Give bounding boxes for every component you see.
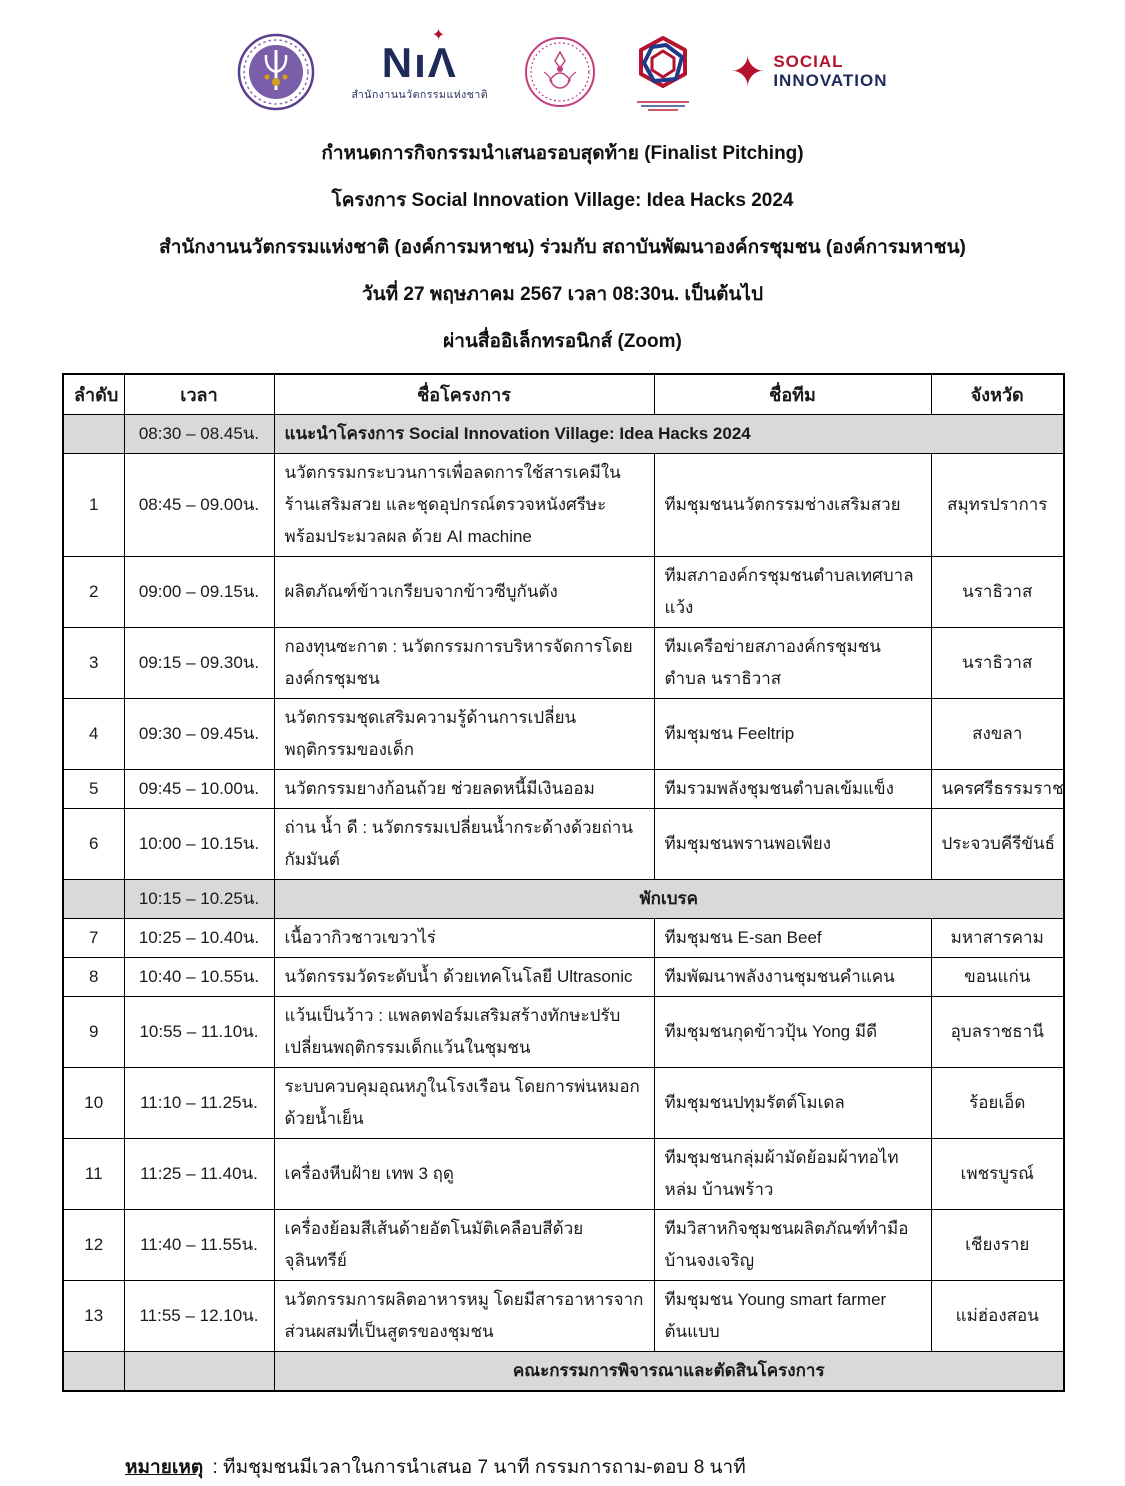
row-province: นราธิวาส <box>931 627 1064 698</box>
header-time: เวลา <box>124 374 274 414</box>
row-team: ทีมชุมชน Feeltrip <box>654 698 931 769</box>
logo-strip <box>0 26 1125 114</box>
row-order: 7 <box>63 918 124 957</box>
row-team: ทีมชุมชนปทุมรัตต์โมเดล <box>654 1067 931 1138</box>
row-order: 10 <box>63 1067 124 1138</box>
section-row <box>63 879 1064 918</box>
row-province: สงขลา <box>931 698 1064 769</box>
row-order <box>63 1351 124 1391</box>
table-row <box>63 1067 1064 1138</box>
row-project: นวัตกรรมชุดเสริมความรู้ด้านการเปลี่ยนพฤติกรรมของเด็ก <box>274 698 654 769</box>
row-order: 2 <box>63 556 124 627</box>
footnote-label: หมายเหตุ <box>125 1456 204 1478</box>
header-province: จังหวัด <box>931 374 1064 414</box>
university-seal-icon <box>237 33 315 111</box>
row-province: นราธิวาส <box>931 556 1064 627</box>
footnote <box>125 1452 1125 1482</box>
date-time-line: วันที่ 27 พฤษภาคม 2567 เวลา 08:30น. เป็นต้นไป <box>361 284 764 305</box>
row-time: 09:30 – 09.45น. <box>124 698 274 769</box>
row-team: ทีมชุมชน E-san Beef <box>654 918 931 957</box>
table-row <box>63 957 1064 996</box>
header-project-name: ชื่อโครงการ <box>274 374 654 414</box>
row-time: 10:15 – 10.25น. <box>124 879 274 918</box>
table-row <box>63 1280 1064 1351</box>
document-page <box>0 26 1125 1486</box>
row-order: 6 <box>63 808 124 879</box>
row-team: ทีมชุมชนนวัตกรรมช่างเสริมสวย <box>654 453 931 556</box>
table-header-row <box>63 374 1064 414</box>
row-time: 08:45 – 09.00น. <box>124 453 274 556</box>
row-order: 3 <box>63 627 124 698</box>
row-order <box>63 414 124 453</box>
social-label: SOCIAL <box>773 52 844 72</box>
table-row <box>63 769 1064 808</box>
row-project: เครื่องหีบฝ้าย เทพ 3 ฤดู <box>274 1138 654 1209</box>
row-province: ร้อยเอ็ด <box>931 1067 1064 1138</box>
table-row <box>63 808 1064 879</box>
row-team: ทีมพัฒนาพลังงานชุมชนคำแคน <box>654 957 931 996</box>
tricolor-hexagon-logo <box>632 33 694 111</box>
row-province: แม่ฮ่องสอน <box>931 1280 1064 1351</box>
section-row <box>63 414 1064 453</box>
row-project: นวัตกรรมกระบวนการเพื่อลดการใช้สารเคมีในร้านเสริมสวย และชุดอุปกรณ์ตรวจหนังศรีษะพร้อมประมวลผล ด้วย AI machine <box>274 453 654 556</box>
row-province: เพชรบูรณ์ <box>931 1138 1064 1209</box>
row-order: 9 <box>63 996 124 1067</box>
nia-star-icon: ✦ <box>431 26 448 44</box>
social-innovation-logo <box>730 48 888 95</box>
row-province: อุบลราชธานี <box>931 996 1064 1067</box>
row-province: สมุทรปราการ <box>931 453 1064 556</box>
table-row <box>63 1209 1064 1280</box>
university-seal-logo <box>237 33 315 111</box>
row-time: 08:30 – 08.45น. <box>124 414 274 453</box>
footnote-text: : ทีมชุมชนมีเวลาในการนำเสนอ 7 นาที กรรมการถาม-ตอบ 8 นาที <box>212 1456 746 1478</box>
row-order: 5 <box>63 769 124 808</box>
row-time: 11:55 – 12.10น. <box>124 1280 274 1351</box>
row-province: นครศรีธรรมราช <box>931 769 1064 808</box>
nia-logo <box>351 26 489 103</box>
ministry-seal-logo <box>524 36 596 108</box>
table-row <box>63 918 1064 957</box>
row-team: ทีมชุมชน Young smart farmer ต้นแบบ <box>654 1280 931 1351</box>
table-row <box>63 453 1064 556</box>
row-order: 8 <box>63 957 124 996</box>
row-order: 1 <box>63 453 124 556</box>
title-block <box>0 138 1125 356</box>
row-project: กองทุนซะกาต : นวัตกรรมการบริหารจัดการโดยองค์กรชุมชน <box>274 627 654 698</box>
row-province: ประจวบคีรีขันธ์ <box>931 808 1064 879</box>
nia-caption: สำนักงานนวัตกรรมแห่งชาติ <box>351 88 489 101</box>
header-order: ลำดับ <box>63 374 124 414</box>
hexagon-caption-lines <box>637 101 689 111</box>
section-row <box>63 1351 1064 1391</box>
row-time: 11:40 – 11.55น. <box>124 1209 274 1280</box>
row-team: ทีมเครือข่ายสภาองค์กรชุมชนตำบล นราธิวาส <box>654 627 931 698</box>
row-project: ถ่าน น้ำ ดี : นวัตกรรมเปลี่ยนน้ำกระด้างด้วยถ่านกัมมันต์ <box>274 808 654 879</box>
row-time: 09:45 – 10.00น. <box>124 769 274 808</box>
row-team: ทีมชุมชนกุดข้าวปุ้น Yong มีดี <box>654 996 931 1067</box>
row-order: 12 <box>63 1209 124 1280</box>
header-team-name: ชื่อทีม <box>654 374 931 414</box>
innovation-label: INNOVATION <box>773 71 888 90</box>
row-team: ทีมสภาองค์กรชุมชนตำบลเทศบาลแว้ง <box>654 556 931 627</box>
row-project: นวัตกรรมยางก้อนถ้วย ช่วยลดหนี้มีเงินออม <box>274 769 654 808</box>
row-time: 09:15 – 09.30น. <box>124 627 274 698</box>
row-order <box>63 879 124 918</box>
section-label: คณะกรรมการพิจารณาและตัดสินโครงการ <box>274 1351 1064 1391</box>
row-time: 11:10 – 11.25น. <box>124 1067 274 1138</box>
row-time: 09:00 – 09.15น. <box>124 556 274 627</box>
row-time: 10:00 – 10.15น. <box>124 808 274 879</box>
row-order: 11 <box>63 1138 124 1209</box>
section-label: พักเบรค <box>274 879 1064 918</box>
table-row <box>63 627 1064 698</box>
row-project: ระบบควบคุมอุณหภูในโรงเรือน โดยการพ่นหมอกด้วยน้ำเย็น <box>274 1067 654 1138</box>
ministry-seal-icon <box>524 36 596 108</box>
row-time: 11:25 – 11.40น. <box>124 1138 274 1209</box>
row-time <box>124 1351 274 1391</box>
social-innovation-star-icon: ✦ <box>730 48 766 95</box>
table-row <box>63 556 1064 627</box>
row-project: ผลิตภัณฑ์ข้าวเกรียบจากข้าวซีบูกันตัง <box>274 556 654 627</box>
row-time: 10:40 – 10.55น. <box>124 957 274 996</box>
section-label: แนะนำโครงการ Social Innovation Village: Idea Hacks 2024 <box>274 414 1064 453</box>
row-team: ทีมรวมพลังชุมชนตำบลเข้มแข็ง <box>654 769 931 808</box>
row-team: ทีมชุมชนกลุ่มผ้ามัดย้อมผ้าทอไทหล่ม บ้านพร้าว <box>654 1138 931 1209</box>
row-order: 13 <box>63 1280 124 1351</box>
row-time: 10:55 – 11.10น. <box>124 996 274 1067</box>
schedule-table <box>62 373 1065 1392</box>
table-row <box>63 996 1064 1067</box>
project-title: โครงการ Social Innovation Village: Idea Hacks 2024 <box>331 190 794 211</box>
row-team: ทีมวิสาหกิจชุมชนผลิตภัณฑ์ทำมือ บ้านจงเจริญ <box>654 1209 931 1280</box>
row-project: นวัตกรรมการผลิตอาหารหมู โดยมีสารอาหารจากส่วนผสมที่เป็นสูตรของชุมชน <box>274 1280 654 1351</box>
document-title: กำหนดการกิจกรรมนำเสนอรอบสุดท้าย (Finalist Pitching) <box>321 143 804 164</box>
row-time: 10:25 – 10.40น. <box>124 918 274 957</box>
row-order: 4 <box>63 698 124 769</box>
table-row <box>63 698 1064 769</box>
organizer-line: สำนักงานนวัตกรรมแห่งชาติ (องค์การมหาชน) ร่วมกับ สถาบันพัฒนาองค์กรชุมชน (องค์การมหาชน) <box>159 237 966 258</box>
nia-wordmark: NıΛ ✦ <box>381 26 458 86</box>
row-project: เครื่องย้อมสีเส้นด้ายอัตโนมัติเคลือบสีด้วยจุลินทรีย์ <box>274 1209 654 1280</box>
channel-line: ผ่านสื่ออิเล็กทรอนิกส์ (Zoom) <box>443 331 682 352</box>
tricolor-hexagon-icon <box>632 33 694 99</box>
row-project: แว้นเป็นว้าว : แพลตฟอร์มเสริมสร้างทักษะปรับเปลี่ยนพฤติกรรมเด็กแว้นในชุมชน <box>274 996 654 1067</box>
row-province: เชียงราย <box>931 1209 1064 1280</box>
table-row <box>63 1138 1064 1209</box>
row-team: ทีมชุมชนพรานพอเพียง <box>654 808 931 879</box>
row-province: มหาสารคาม <box>931 918 1064 957</box>
row-project: เนื้อวากิวชาวเขวาไร่ <box>274 918 654 957</box>
row-project: นวัตกรรมวัดระดับน้ำ ด้วยเทคโนโลยี Ultrasonic <box>274 957 654 996</box>
row-province: ขอนแก่น <box>931 957 1064 996</box>
